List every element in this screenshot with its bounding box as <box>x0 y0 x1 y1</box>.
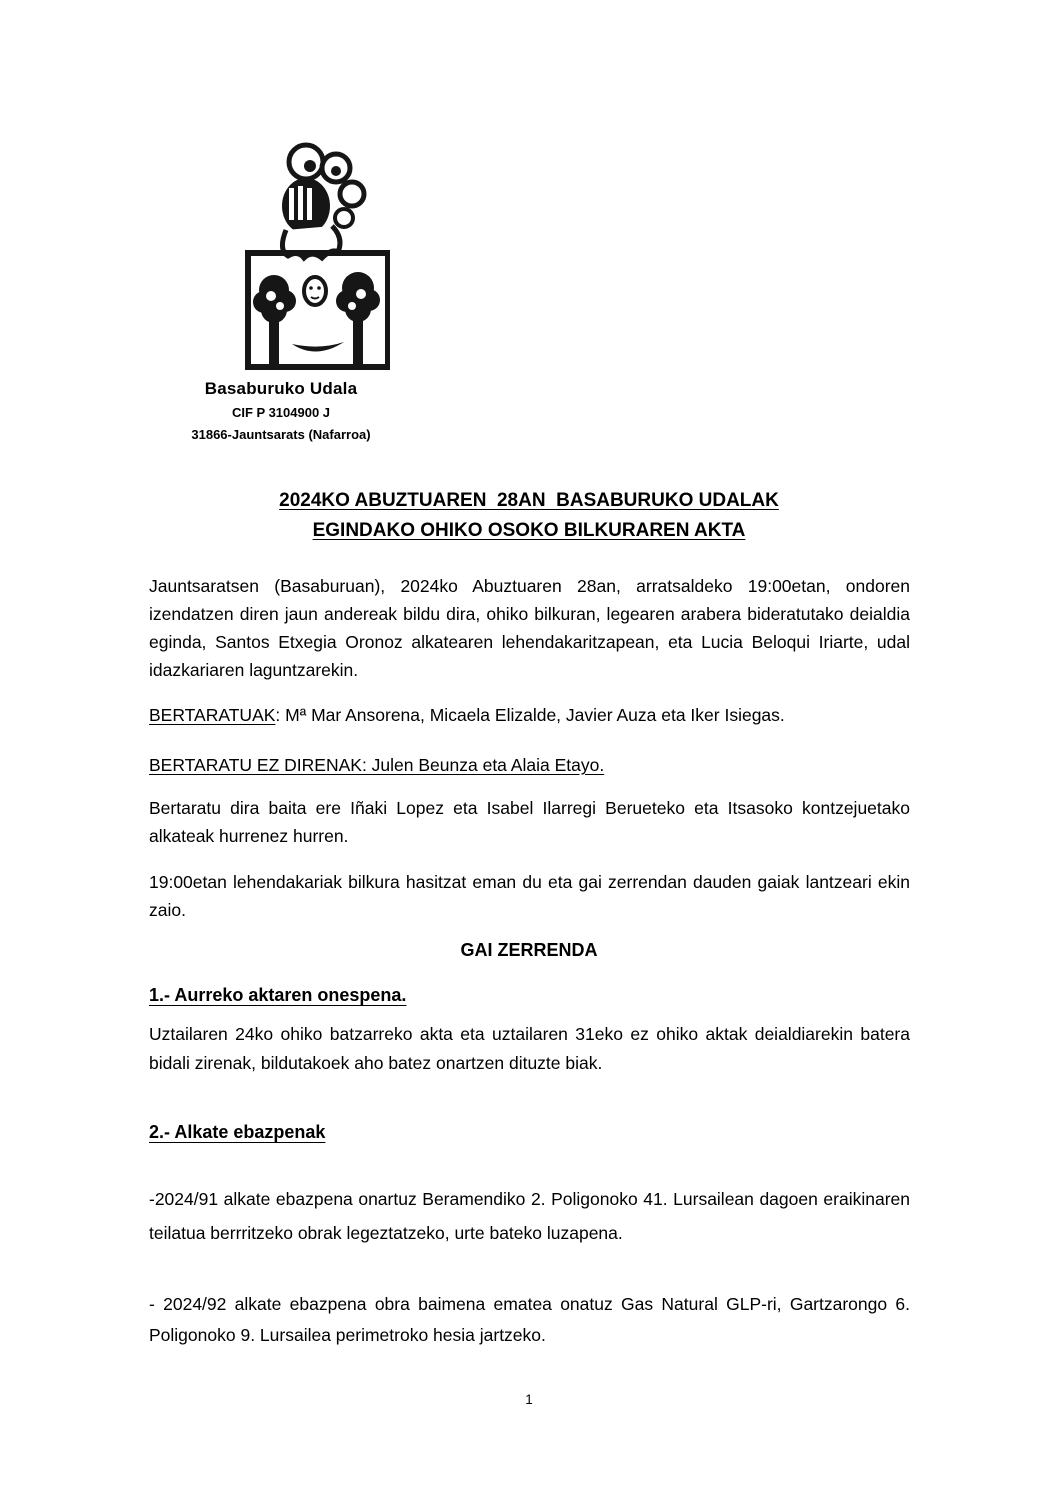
document-title-line1: 2024KO ABUZTUAREN 28AN BASABURUKO UDALAK <box>279 490 779 511</box>
agenda-item1-heading: 1.- Aurreko aktaren onespena. <box>149 985 407 1005</box>
page-number: 1 <box>525 1392 533 1407</box>
agenda-item1-body: Uztailaren 24ko ohiko batzarreko akta eta uztailaren 31eko ez ohiko aktak deialdiarekin batera bidali zirenak, bildutakoek aho batez onartzen dituzte biak. <box>149 1024 910 1073</box>
document-title <box>149 486 909 546</box>
coat-of-arms-icon <box>240 138 390 375</box>
agenda-item2-heading: 2.- Alkate ebazpenak <box>149 1122 326 1142</box>
org-cif: CIF P 3104900 J <box>231 405 331 420</box>
attendees-label: BERTARATUAK <box>149 705 276 725</box>
paragraph-attendees <box>149 701 910 729</box>
document-title-line2: EGINDAKO OHIKO OSOKO BILKURAREN AKTA <box>312 520 746 541</box>
org-address: 31866-Jauntsarats (Nafarroa) <box>191 427 371 442</box>
attendees-names: : Mª Mar Ansorena, Micaela Elizalde, Javier Auza eta Iker Isiegas. <box>275 705 785 725</box>
paragraph-also-present: Bertaratu dira baita ere Iñaki Lopez eta Isabel Ilarregi Berueteko eta Itsasoko kontzejuetako alkateak hurrenez hurren. <box>149 798 910 846</box>
paragraph-intro: Jauntsaratsen (Basaburuan), 2024ko Abuztuaren 28an, arratsaldeko 19:00etan, ondoren izendatzen diren jaun andereak bildu dira, ohiko bilkuran, legearen arabera bideratutako deialdia eginda, Santos Etxegia Oronoz alkatearen lehendakaritzapean, eta Lucia Beloqui Iriarte, udal idazkariaren laguntzarekin. <box>149 576 910 680</box>
letterhead <box>150 379 412 442</box>
coat-of-arms-logo <box>240 138 390 375</box>
paragraph-opening: 19:00etan lehendakariak bilkura hasitzat eman du eta gai zerrendan dauden gaiak lantzeari ekin zaio. <box>149 872 910 920</box>
agenda-item2-body1: -2024/91 alkate ebazpena onartuz Beramendiko 2. Poligonoko 41. Lursailean dagoen eraikinaren teilatua berrritzeko obrak legeztatzeko, urte bateko luzapena. <box>149 1189 910 1243</box>
agenda-item2-body2: - 2024/92 alkate ebazpena obra baimena ematea onatuz Gas Natural GLP-ri, Gartzarongo 6. Poligonoko 9. Lursailea perimetroko hesia jartzeko. <box>149 1294 910 1345</box>
org-name: Basaburuko Udala <box>204 379 358 398</box>
agenda-heading: GAI ZERRENDA <box>460 940 598 960</box>
paragraph-absent: BERTARATU EZ DIRENAK: Julen Beunza eta Alaia Etayo. <box>149 755 605 775</box>
